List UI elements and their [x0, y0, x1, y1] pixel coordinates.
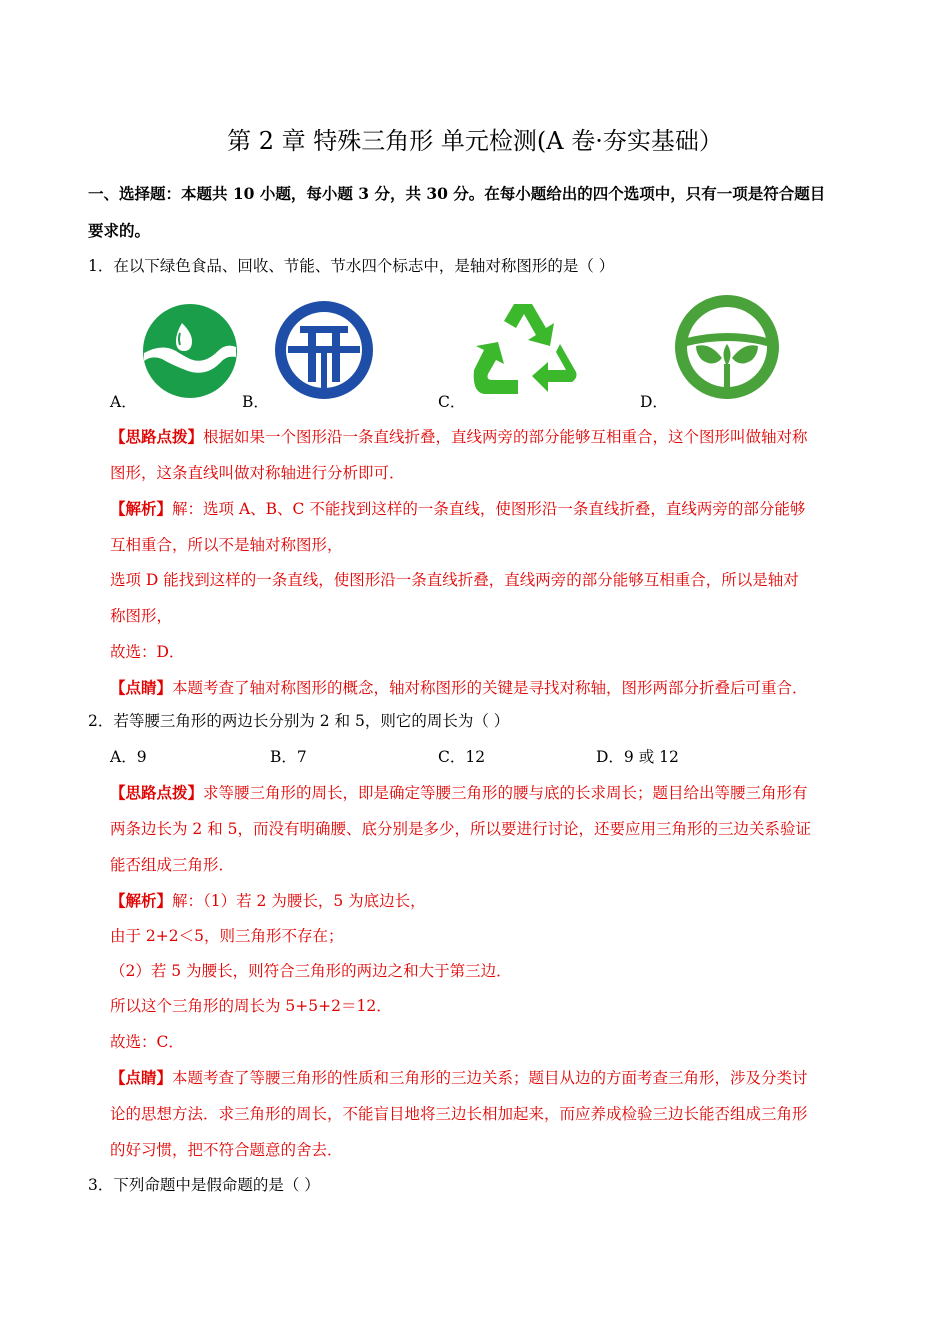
q2-comment-text: 本题考查了等腰三角形的性质和三角形的三边关系；题目从边的方面考查三角形，涉及分类讨	[172, 1069, 808, 1087]
q2-hint-line1	[110, 783, 808, 803]
q2-analysis-line2: 由于 2+2＜5，则三角形不存在；	[110, 927, 344, 945]
green-food-drop-icon	[142, 303, 238, 399]
energy-saving-icon	[274, 300, 374, 400]
q1-comment-tag: 【点睛】	[110, 678, 173, 697]
q2-hint-line2: 两条边长为 2 和 5，而没有明确腰、底分别是多少，所以要进行讨论，还要应用三角形的三边关系验证	[110, 820, 812, 838]
q1-analysis-line2: 互相重合，所以不是轴对称图形，	[110, 536, 343, 554]
page-title: 第 2 章 特殊三角形 单元检测(A 卷·夯实基础）	[227, 127, 723, 155]
q2-option-a: A．9	[110, 748, 147, 766]
question-1-stem: 1．在以下绿色食品、回收、节能、节水四个标志中，是轴对称图形的是（ ）	[88, 257, 615, 275]
section-heading-cont: 要求的。	[88, 221, 151, 240]
q2-analysis-line1	[110, 891, 426, 911]
q1-hint-text: 根据如果一个图形沿一条直线折叠，直线两旁的部分能够互相重合，这个图形叫做轴对称	[203, 428, 808, 446]
q2-comment-line2: 论的思想方法．求三角形的周长，不能盲目地将三边长相加起来，而应养成检验三边长能否组成三角形	[110, 1105, 808, 1123]
q2-comment-line3: 的好习惯，把不符合题意的舍去．	[110, 1141, 343, 1159]
q1-option-c-label: C．	[438, 393, 466, 411]
q2-option-d: D．9 或 12	[596, 748, 679, 766]
q2-analysis-line4: 所以这个三角形的周长为 5+5+2＝12．	[110, 997, 392, 1015]
q2-hint-line3: 能否组成三角形．	[110, 856, 235, 874]
q1-hint-line1	[110, 427, 808, 447]
q1-option-b-label: B．	[242, 393, 269, 411]
q1-option-d-label: D．	[640, 393, 668, 411]
q1-analysis-tag: 【解析】	[110, 499, 173, 518]
q1-analysis-line4: 称图形，	[110, 607, 173, 625]
q2-hint-tag: 【思路点拨】	[110, 783, 204, 802]
q1-option-a-label: A．	[110, 393, 137, 411]
q1-analysis-line1	[110, 499, 805, 519]
q1-analysis-text: 解：选项 A、B、C 不能找到这样的一条直线，使图形沿一条直线折叠，直线两旁的部分能够	[172, 500, 806, 518]
q2-option-b: B．7	[270, 748, 307, 766]
q1-hint-tag: 【思路点拨】	[110, 427, 204, 446]
q1-comment-text: 本题考查了轴对称图形的概念，轴对称图形的关键是寻找对称轴，图形两部分折叠后可重合．	[172, 679, 808, 697]
question-2-stem: 2．若等腰三角形的两边长分别为 2 和 5，则它的周长为（ ）	[88, 712, 510, 730]
water-saving-leaf-icon	[674, 294, 780, 400]
question-3-stem: 3．下列命题中是假命题的是（ ）	[88, 1176, 320, 1194]
q1-hint-line2: 图形，这条直线叫做对称轴进行分析即可．	[110, 464, 405, 482]
q2-analysis-tag: 【解析】	[110, 891, 173, 910]
q1-analysis-line3: 选项 D 能找到这样的一条直线，使图形沿一条直线折叠，直线两旁的部分能够互相重合，所以是轴对	[110, 571, 799, 589]
q2-analysis-text: 解：（1）若 2 为腰长，5 为底边长，	[172, 892, 426, 910]
q2-hint-text: 求等腰三角形的周长，即是确定等腰三角形的腰与底的长求周长；题目给出等腰三角形有	[203, 784, 808, 802]
q2-option-c: C．12	[438, 748, 486, 766]
q2-answer: 故选：C．	[110, 1033, 184, 1051]
q1-answer: 故选：D．	[110, 643, 185, 661]
recycle-icon	[470, 300, 582, 400]
q2-comment-line1	[110, 1068, 808, 1088]
q2-comment-tag: 【点睛】	[110, 1068, 173, 1087]
section-heading: 一、选择题：本题共 10 小题，每小题 3 分，共 30 分。在每小题给出的四个选项中，只有一项是符合题目	[88, 184, 826, 203]
q1-comment-line1	[110, 678, 808, 698]
q2-analysis-line3: （2）若 5 为腰长，则符合三角形的两边之和大于第三边．	[110, 962, 512, 980]
